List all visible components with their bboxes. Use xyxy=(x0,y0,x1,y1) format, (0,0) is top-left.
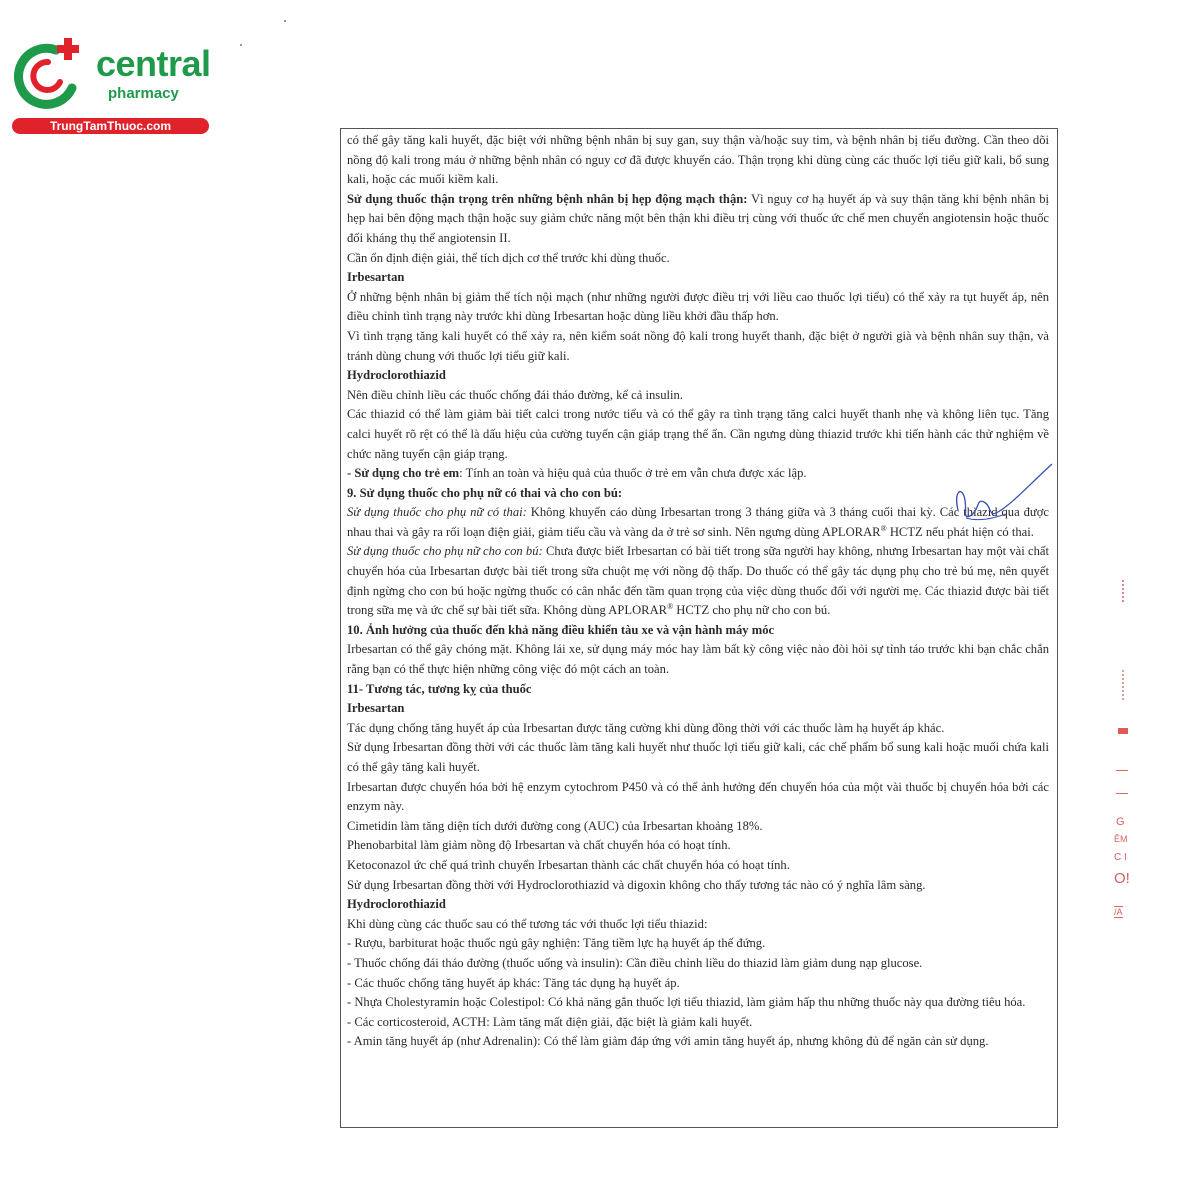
list-item: - Các thuốc chống tăng huyết áp khác: Tăng tác dụng hạ huyết áp. xyxy=(347,975,680,990)
list-item: - Amin tăng huyết áp (như Adrenalin): Có thể làm giảm đáp ứng với amin tăng huyết áp, nhưng không đủ để ngăn cản sử dụng. xyxy=(347,1034,989,1049)
italic-lead: Sử dụng thuốc cho phụ nữ có thai: xyxy=(347,505,527,520)
paragraph: Ketoconazol ức chế quá trình chuyển Irbesartan thành các chất chuyển hóa có hoạt tính. xyxy=(347,857,790,872)
paragraph-text: HCTZ nếu phát hiện có thai. xyxy=(886,524,1034,539)
stamp-letter: C I xyxy=(1114,852,1127,863)
paragraph xyxy=(347,503,1049,542)
stamp-trace xyxy=(1118,728,1128,734)
list-item: - Thuốc chống đái tháo đường (thuốc uống và insulin): Cần điều chỉnh liều do thiazid làm giảm dung nạp glucose. xyxy=(347,955,923,970)
paragraph-text: Vì nguy cơ hạ huyết áp và suy thận tăng khi bệnh nhân bị hẹp hai bên động mạch thận hoặc suy giảm chức năng một bên thận khi điều trị cùng với thuốc ức chế men chuyển angiotensin hoặc thuốc đối kháng thụ thể angiotensin II. xyxy=(347,191,1049,245)
paragraph: Các thiazid có thể làm giảm bài tiết calci trong nước tiểu và có thể gây ra tình trạng tăng calci huyết thanh nhẹ và không liên tục. Tăng calci huyết rõ rệt có thể là dấu hiệu của cường tuyến cận giáp trạng thể ẩn. Cần ngưng dùng thiazid trước khi tiến hành các thử nghiệm về chức năng tuyến cận giáp trạng. xyxy=(347,407,1049,461)
stamp-letter: /A xyxy=(1114,907,1123,917)
list-item: - Các corticosteroid, ACTH: Làm tăng mất điện giải, đặc biệt là giảm kali huyết. xyxy=(347,1014,753,1029)
edge-stamp-marks xyxy=(1112,580,1142,940)
registered-mark: ® xyxy=(667,602,674,612)
scan-speck xyxy=(284,20,286,22)
section-heading: Irbesartan xyxy=(347,701,405,716)
section-heading: 11- Tương tác, tương kỵ của thuốc xyxy=(347,681,532,696)
paragraph-text: Không khuyến cáo dùng Irbesartan trong 3 tháng giữa và 3 tháng cuối thai kỳ. Các thiazid qua được nhau thai và gây ra rối loạn điện giải, giảm tiểu cầu và vàng da ở trẻ sơ sinh. Nên ngưng dùng APLORAR xyxy=(347,505,1049,539)
logo-website: TrungTamThuoc.com xyxy=(12,118,209,134)
paragraph-text: HCTZ cho phụ nữ cho con bú. xyxy=(673,603,831,618)
paragraph: có thể gây tăng kali huyết, đặc biệt với những bệnh nhân bị suy gan, suy thận và/hoặc suy tim, và bệnh nhân bị tiểu đường. Cần theo dõi nồng độ kali trong máu ở những bệnh nhân có nguy cơ đã được khuyến cáo. Thận trọng khi dùng cùng các thuốc lợi tiểu giữ kali, bổ sung kali, hoặc các muối kiềm kali. xyxy=(347,133,1049,187)
logo-brand-name: central xyxy=(96,43,211,84)
logo-brand-sub: pharmacy xyxy=(108,85,179,102)
stamp-letter: O! xyxy=(1114,870,1130,887)
paragraph: Vì tình trạng tăng kali huyết có thể xảy ra, nên kiểm soát nồng độ kali trong huyết thanh, đặc biệt ở người già và bệnh nhân suy thận, và tránh dùng chung với thuốc lợi tiểu giữ kali. xyxy=(347,328,1049,363)
pharmacy-cross-logo-icon xyxy=(12,36,92,110)
stamp-letter: ÊM xyxy=(1114,834,1128,844)
italic-lead: Sử dụng thuốc cho phụ nữ cho con bú: xyxy=(347,544,543,559)
stamp-trace xyxy=(1122,580,1127,602)
stamp-trace xyxy=(1122,670,1127,700)
section-heading: Hydroclorothiazid xyxy=(347,897,446,912)
paragraph: Phenobarbital làm giảm nồng độ Irbesartan và chất chuyển hóa có hoạt tính. xyxy=(347,838,731,853)
paragraph: Irbesartan được chuyển hóa bởi hệ enzym cytochrom P450 và có thể ảnh hưởng đến chuyển hóa của một vài thuốc bị chuyển hóa bởi các enzym này. xyxy=(347,779,1049,814)
paragraph-text: : Tính an toàn và hiệu quả của thuốc ở trẻ em vẫn chưa được xác lập. xyxy=(459,466,807,481)
paragraph: Irbesartan có thể gây chóng mặt. Không lái xe, sử dụng máy móc hay làm bất kỳ công việc nào đòi hỏi sự tỉnh táo trước khi bạn chắc chắn rằng bạn có thể thực hiện những công việc đó một cách an toàn. xyxy=(347,642,1049,677)
scan-speck xyxy=(240,44,242,46)
paragraph: Nên điều chỉnh liều các thuốc chống đái tháo đường, kể cả insulin. xyxy=(347,387,683,402)
stamp-letter: G xyxy=(1116,816,1125,828)
paragraph xyxy=(347,190,1049,249)
paragraph xyxy=(347,464,1049,484)
document-page xyxy=(340,128,1058,1128)
section-heading: Irbesartan xyxy=(347,270,405,285)
bold-lead: Sử dụng thuốc thận trọng trên những bệnh nhân bị hẹp động mạch thận: xyxy=(347,191,748,206)
stamp-trace xyxy=(1116,770,1128,794)
paragraph: Tác dụng chống tăng huyết áp của Irbesartan được tăng cường khi dùng đồng thời với các thuốc làm hạ huyết áp khác. xyxy=(347,720,945,735)
bold-lead: - Sử dụng cho trẻ em xyxy=(347,466,460,481)
paragraph: Sử dụng Irbesartan đồng thời với Hydroclorothiazid và digoxin không cho thấy tương tác nào có ý nghĩa lâm sàng. xyxy=(347,877,926,892)
paragraph: Sử dụng Irbesartan đồng thời với các thuốc làm tăng kali huyết như thuốc lợi tiểu giữ kali, các chế phẩm bổ sung kali hoặc muối chứa kali có thể gây tăng kali huyết. xyxy=(347,740,1049,774)
paragraph: Cimetidin làm tăng diện tích dưới đường cong (AUC) của Irbesartan khoảng 18%. xyxy=(347,818,763,833)
paragraph: Cần ổn định điện giải, thể tích dịch cơ thể trước khi dùng thuốc. xyxy=(347,250,670,265)
paragraph xyxy=(347,542,1049,620)
section-heading: Hydroclorothiazid xyxy=(347,368,446,383)
registered-mark: ® xyxy=(880,523,887,533)
paragraph: Khi dùng cùng các thuốc sau có thể tương tác với thuốc lợi tiểu thiazid: xyxy=(347,916,708,931)
list-item: - Nhựa Cholestyramin hoặc Colestipol: Có khả năng gắn thuốc lợi tiểu thiazid, làm giảm hấp thu những thuốc này qua đường tiêu hóa. xyxy=(347,995,1026,1010)
paragraph-text: Chưa được biết Irbesartan có bài tiết trong sữa người hay không, nhưng Irbesartan hay một vài chất chuyển hóa của Irbesartan được bài tiết trong sữa chuột mẹ với nồng độ thấp. Do thuốc có thể gây tác dụng phụ cho trẻ bú mẹ, nên quyết định ngừng cho con bú hoặc ngừng thuốc có cân nhắc đến tầm quan trọng của việc dùng thuốc đối với người mẹ. Các thiazid được bài tiết trong sữa mẹ và ức chế sự bài tiết sữa. Không dùng APLORAR xyxy=(347,544,1049,618)
central-pharmacy-logo xyxy=(12,36,222,136)
section-heading: 9. Sử dụng thuốc cho phụ nữ có thai và cho con bú: xyxy=(347,485,623,500)
list-item: - Rượu, barbiturat hoặc thuốc ngủ gây nghiện: Tăng tiềm lực hạ huyết áp thế đứng. xyxy=(347,936,766,951)
section-heading: 10. Ảnh hưởng của thuốc đến khả năng điều khiển tàu xe và vận hành máy móc xyxy=(347,622,775,637)
paragraph: Ở những bệnh nhân bị giảm thể tích nội mạch (như những người được điều trị với liều cao thuốc lợi tiểu) có thể xảy ra tụt huyết áp, nên điều chỉnh tình trạng này trước khi dùng Irbesartan hoặc dùng liều khởi đầu thấp hơn. xyxy=(347,289,1049,324)
